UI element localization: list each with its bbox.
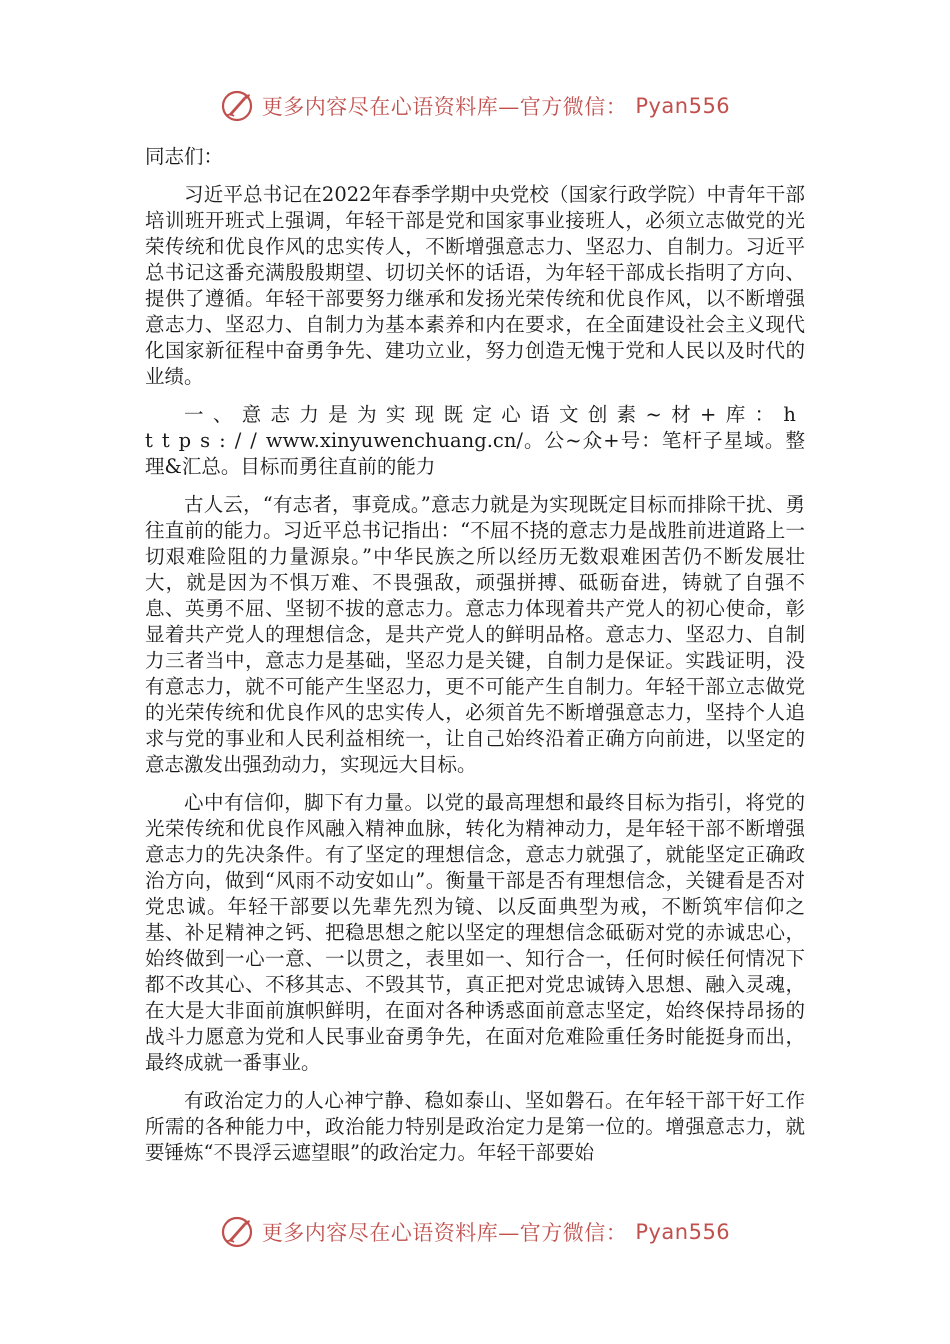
document-body xyxy=(145,144,805,1178)
wechat-id: Pyan556 xyxy=(635,94,731,118)
intro-paragraph: 习近平总书记在2022年春季学期中央党校（国家行政学院）中青年干部培训班开班式上强调，年轻干部是党和国家事业接班人，必须立志做党的光荣传统和优良作风的忠实传人，不断增强意志力、坚忍力、自制力。习近平总书记这番充满殷殷期望、切切关怀的话语，为年轻干部成长指明了方向、提供了遵循。年轻干部要努力继承和发扬光荣传统和优良作风，以不断增强意志力、坚忍力、自制力为基本素养和内在要求，在全面建设社会主义现代化国家新征程中奋勇争先、建功立业，努力创造无愧于党和人民以及时代的业绩。 xyxy=(145,183,805,388)
salutation: 同志们： xyxy=(145,145,224,168)
wechat-id: Pyan556 xyxy=(635,1220,731,1244)
quill-logo-icon xyxy=(220,1215,254,1249)
section-heading xyxy=(145,402,805,480)
body-paragraph: 古人云，“有志者，事竟成。”意志力就是为实现既定目标而排除干扰、勇往直前的能力。习近平总书记指出：“不屈不挠的意志力是战胜前进道路上一切艰难险阻的力量源泉。”中华民族之所以经历无数艰难困苦仍不断发展壮大，就是因为不惧万难、不畏强敌，顽强拼搏、砥砺奋进，铸就了自强不息、英勇不屈、坚韧不拔的意志力。意志力体现着共产党人的初心使命，彰显着共产党人的理想信念，是共产党人的鲜明品格。意志力、坚忍力、自制力三者当中，意志力是基础，坚忍力是关键，自制力是保证。实践证明，没有意志力，就不可能产生坚忍力，更不可能产生自制力。年轻干部立志做党的光荣传统和优良作风的忠实传人，必须首先不断增强意志力，坚持个人追求与党的事业和人民利益相统一，让自己始终沿着正确方向前进，以坚定的意志激发出强劲动力，实现远大目标。 xyxy=(145,493,805,776)
banner-text: 更多内容尽在心语资料库—官方微信： xyxy=(261,95,628,119)
quill-logo-icon xyxy=(220,89,254,123)
body-paragraph: 心中有信仰，脚下有力量。以党的最高理想和最终目标为指引，将党的光荣传统和优良作风融入精神血脉，转化为精神动力，是年轻干部不断增强意志力的先决条件。有了坚定的理想信念，意志力就强了，就能坚定正确政治方向，做到“风雨不动安如山”。衡量干部是否有理想信念，关键看是否对党忠诚。年轻干部要以先辈先烈为镜、以反面典型为戒，不断筑牢信仰之基、补足精神之钙、把稳思想之舵以坚定的理想信念砥砺对党的赤诚忠心，始终做到一心一意、一以贯之，表里如一、知行合一，任何时候任何情况下都不改其心、不移其志、不毁其节，真正把对党忠诚铸入思想、融入灵魂，在大是大非面前旗帜鲜明，在面对各种诱惑面前意志坚定，始终保持昂扬的战斗力愿意为党和人民事业奋勇争先，在面对危难险重任务时能挺身而出，最终成就一番事业。 xyxy=(145,791,805,1074)
header-banner xyxy=(0,86,950,126)
section-heading-rest: www.xinyuwenchuang.cn/。公~众+号：笔杆子星域。整理&汇总。目标而勇往直前的能力 xyxy=(145,429,805,478)
banner-text: 更多内容尽在心语资料库—官方微信： xyxy=(261,1221,628,1245)
body-paragraph: 有政治定力的人心神宁静、稳如泰山、坚如磐石。在年轻干部干好工作所需的各种能力中，政治能力特别是政治定力是第一位的。增强意志力，就要锤炼“不畏浮云遮望眼”的政治定力。年轻干部要始 xyxy=(145,1089,805,1164)
section-heading-spread: 一、意志力是为实现既定心语文创素~材+库：https:// xyxy=(145,403,805,452)
footer-banner xyxy=(0,1212,950,1252)
